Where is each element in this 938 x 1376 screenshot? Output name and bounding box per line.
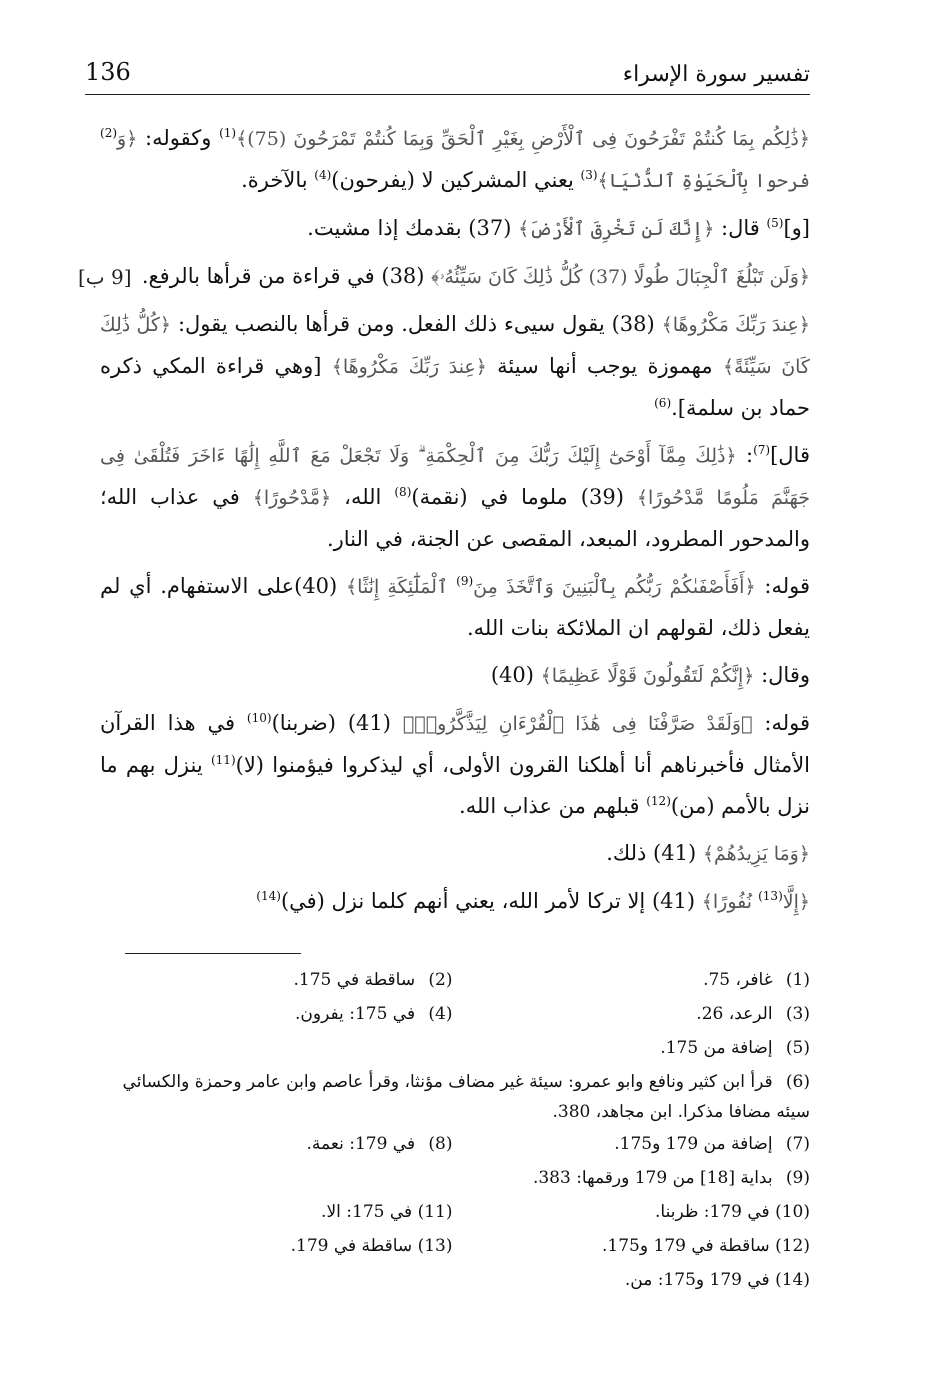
footnote-ref: (14): [256, 889, 281, 903]
footnote-text: في 179: ظربنا.: [655, 1202, 770, 1222]
commentary-text: وقال:: [754, 663, 810, 687]
footnote: [95, 1229, 453, 1263]
quran-verse: نُفُورًا﴾: [701, 891, 759, 913]
footnote-ref: (2): [100, 126, 118, 140]
footnote: [453, 1161, 811, 1195]
commentary-text: (40)على الاستفهام. أي لم يفعل ذلك، لقولهم ان الملائكة بنات الله.: [100, 574, 810, 640]
footnote-row: [95, 1263, 810, 1297]
paragraph: [100, 118, 810, 202]
footnote-number: (10): [775, 1202, 810, 1222]
running-title: تفسير سورة الإسراء: [622, 62, 810, 87]
footnote-number: (8): [428, 1134, 453, 1154]
quran-verse: ﴿وَلَن تَبْلُغَ ٱلْجِبَالَ طُولًا (37) كُلُّ ذَٰلِكَ كَانَ سَيِّئُهُۥ﴾: [431, 266, 810, 288]
footnote-text: إضافة من 179 و175.: [614, 1134, 773, 1154]
commentary-text: (37) بقدمك إذا مشيت.: [307, 216, 519, 240]
footnote: [95, 963, 453, 997]
footnote-number: (13): [417, 1236, 453, 1256]
footnote: [453, 1263, 811, 1297]
commentary-text: (41) ذلك.: [606, 841, 703, 865]
footnote-row: [95, 1127, 810, 1161]
quran-verse: ﴿إِنَّكُمْ لَتَقُولُونَ قَوْلًا عَظِيمًا﴾: [540, 665, 755, 687]
footnote-number: (12): [775, 1236, 810, 1256]
paragraph: [100, 566, 810, 649]
quran-verse: ﴿وَلَقَدْ صَرَّفْنَا فِى هَٰذَا ٱلْقُرْءَانِ لِيَذَّكَّرُوا۟﴾: [402, 713, 753, 735]
footnote-ref: (6): [654, 396, 672, 410]
quran-verse: ﴿كُلُّ ذَٰلِكَ كَانَ سَيِّئَةً﴾: [100, 314, 810, 378]
footnote-ref: (8): [394, 485, 412, 499]
footnote-row: [95, 1031, 810, 1065]
quran-verse: ﴿وَمَا يَزِيدُهُمْ﴾: [702, 843, 810, 865]
footnote-ref: (13): [758, 889, 783, 903]
paragraph: [100, 208, 810, 250]
footnote-number: (7): [785, 1134, 810, 1154]
footnote: [453, 1229, 811, 1263]
footnote-row: [95, 997, 810, 1031]
quran-verse: ﴿إِنَّكَ لَن تَخْرِقَ ٱلْأَرْضَ﴾: [518, 218, 715, 240]
footnote-number: (1): [785, 970, 810, 990]
footnote-row: [95, 1229, 810, 1263]
footnote-text: غافر، 75.: [703, 970, 773, 990]
quran-verse: ﴿عِندَ رَبِّكَ مَكْرُوهًا﴾: [661, 314, 811, 336]
footnote-separator: [125, 953, 301, 954]
footnote: [453, 1127, 811, 1161]
commentary-text: يعني المشركين لا (يفرحون): [331, 168, 581, 192]
body-text: [100, 118, 810, 929]
commentary-text: قال]: [770, 443, 810, 467]
commentary-text: قال:: [714, 216, 767, 240]
footnote-text: في 179: نعمة.: [306, 1134, 416, 1154]
commentary-text: بالآخرة.: [241, 168, 315, 192]
commentary-text: [وهي قراءة المكي ذكره حماد بن سلمة].: [100, 354, 810, 420]
footnote-ref: (5): [766, 216, 784, 230]
paragraph: [100, 703, 810, 827]
commentary-text: في هذا القرآن الأمثال فأخبرناهم أنا أهلكنا القرون الأولى، أي ليذكروا فيؤمنوا (لا): [100, 711, 811, 777]
quran-verse: ﴿وَ: [117, 128, 138, 150]
commentary-text: (38) في قراءة من قرأها بالرفع.: [141, 264, 432, 288]
footnote-text: في 179 و175: من.: [624, 1270, 770, 1290]
commentary-text: (41) (ضربنا): [271, 711, 403, 735]
commentary-text: قبلهم من عذاب الله.: [459, 794, 647, 818]
commentary-text: مهموزة يوجب أنها سيئة: [486, 354, 723, 378]
paragraph: [100, 304, 810, 429]
footnote-ref: (7): [753, 443, 771, 457]
footnote-text: إضافة من 175.: [660, 1038, 773, 1058]
footnote-row: [95, 1065, 810, 1127]
commentary-text: :: [736, 443, 754, 467]
footnote-text: بداية [18] من 179 ورقمها: 383.: [532, 1168, 773, 1188]
footnote-text: في 175: يفرون.: [294, 1004, 416, 1024]
commentary-text: (38) يقول سيىء ذلك الفعل. ومن قرأها بالنصب يقول:: [171, 312, 662, 336]
footnote-number: (5): [785, 1038, 810, 1058]
footnote: [95, 1065, 810, 1127]
page-number: 136: [85, 58, 131, 86]
commentary-text: قوله:: [755, 574, 810, 598]
footnote-number: (4): [428, 1004, 453, 1024]
commentary-text: (41) إلا تركا لأمر الله، يعني أنهم كلما نزل (في): [280, 889, 702, 913]
commentary-text: (40): [490, 663, 541, 687]
footnote-ref: (3): [580, 168, 598, 182]
footnote-text: ساقطة في 175.: [293, 970, 416, 990]
footnote-ref: (10): [246, 711, 272, 725]
footnote-ref: (9): [456, 574, 474, 588]
commentary-text: في عذاب الله؛ والمدحور المطرود، المبعد، المقصى عن الجنة، في النار.: [100, 485, 810, 551]
commentary-text: الله،: [331, 485, 395, 509]
footnote-number: (9): [785, 1168, 810, 1188]
footnote-text: ساقطة في 179 و175.: [602, 1236, 770, 1256]
footnote-number: (6): [785, 1072, 810, 1092]
footnote-row: [95, 963, 810, 997]
footnote-number: (2): [428, 970, 453, 990]
paragraph: [100, 655, 810, 697]
footnote-row: [95, 1161, 810, 1195]
footnote-text: ساقطة في 179.: [290, 1236, 413, 1256]
commentary-text: (39) ملوما في (نقمة): [411, 485, 637, 509]
footnote-row: [95, 1195, 810, 1229]
commentary-text: ينزل بهم ما نزل بالأمم (من): [100, 753, 810, 818]
footnote-ref: (1): [219, 126, 237, 140]
quran-verse: فرحوا بِٱلْحَيَوٰةِ ٱلدُّنْيَا﴾: [597, 170, 810, 192]
paragraph: [100, 435, 810, 560]
quran-verse: ﴿أَفَأَصْفَىٰكُمْ رَبُّكُم بِٱلْبَنِينَ وَٱتَّخَذَ مِنَ: [473, 576, 756, 598]
quran-verse: ﴿ذَٰلِكُم بِمَا كُنتُمْ تَفْرَحُونَ فِى ٱلْأَرْضِ بِغَيْرِ ٱلْحَقِّ وَبِمَا كُنتُمْ تَمْرَحُونَ (75)﴾: [236, 128, 810, 150]
footnote-ref: (4): [314, 168, 332, 182]
quran-verse: ﴿إِلَّا: [782, 891, 810, 913]
commentary-text: قوله:: [752, 711, 810, 735]
footnote-text: قرأ ابن كثير ونافع وابو عمرو: سيئة غير مضاف مؤنثا، وقرأ عاصم وابن عامر وحمزة والكسائي سيئه مضافا مذكرا. ابن مجاهد، 380.: [122, 1072, 810, 1122]
paragraph: [100, 881, 810, 923]
footnote-number: (14): [775, 1270, 810, 1290]
footnote-text: الرعد، 26.: [696, 1004, 773, 1024]
quran-verse: ﴿ذَٰلِكَ مِمَّآ أَوْحَىٰٓ إِلَيْكَ رَبُّكَ مِنَ ٱلْحِكْمَةِ ۗ وَلَا تَجْعَلْ مَعَ ٱللَّهِ إِلَٰهًا ءَاخَرَ فَتُلْقَىٰ فِى جَهَنَّمَ مَلُومًا مَّدْحُورًا﴾: [100, 445, 810, 509]
quran-verse: ﴿عِندَ رَبِّكَ مَكْرُوهًا﴾: [331, 356, 487, 378]
footnote: [95, 997, 453, 1031]
quran-verse: ﴿مَّدْحُورًا﴾: [252, 487, 332, 509]
footnote-ref: (12): [646, 794, 671, 808]
quran-verse: ٱلْمَلَٰٓئِكَةِ إِنَٰثًا﴾: [346, 576, 457, 598]
paragraph: [100, 256, 810, 298]
footnote: [453, 1031, 811, 1065]
footnote-number: (3): [785, 1004, 810, 1024]
page-header: [85, 54, 810, 95]
margin-note: [9 ب]: [78, 265, 132, 289]
footnote: [453, 963, 811, 997]
footnote: [453, 1195, 811, 1229]
footnote-ref: (11): [210, 753, 236, 767]
footnote: [453, 997, 811, 1031]
paragraph: [100, 833, 810, 875]
footnote-text: في 175: الا.: [321, 1202, 413, 1222]
commentary-text: وكقوله:: [137, 126, 220, 150]
footnotes: [95, 963, 810, 1297]
footnote: [95, 1195, 453, 1229]
footnote: [95, 1127, 453, 1161]
commentary-text: [و]: [783, 216, 810, 240]
footnote-number: (11): [417, 1202, 453, 1222]
